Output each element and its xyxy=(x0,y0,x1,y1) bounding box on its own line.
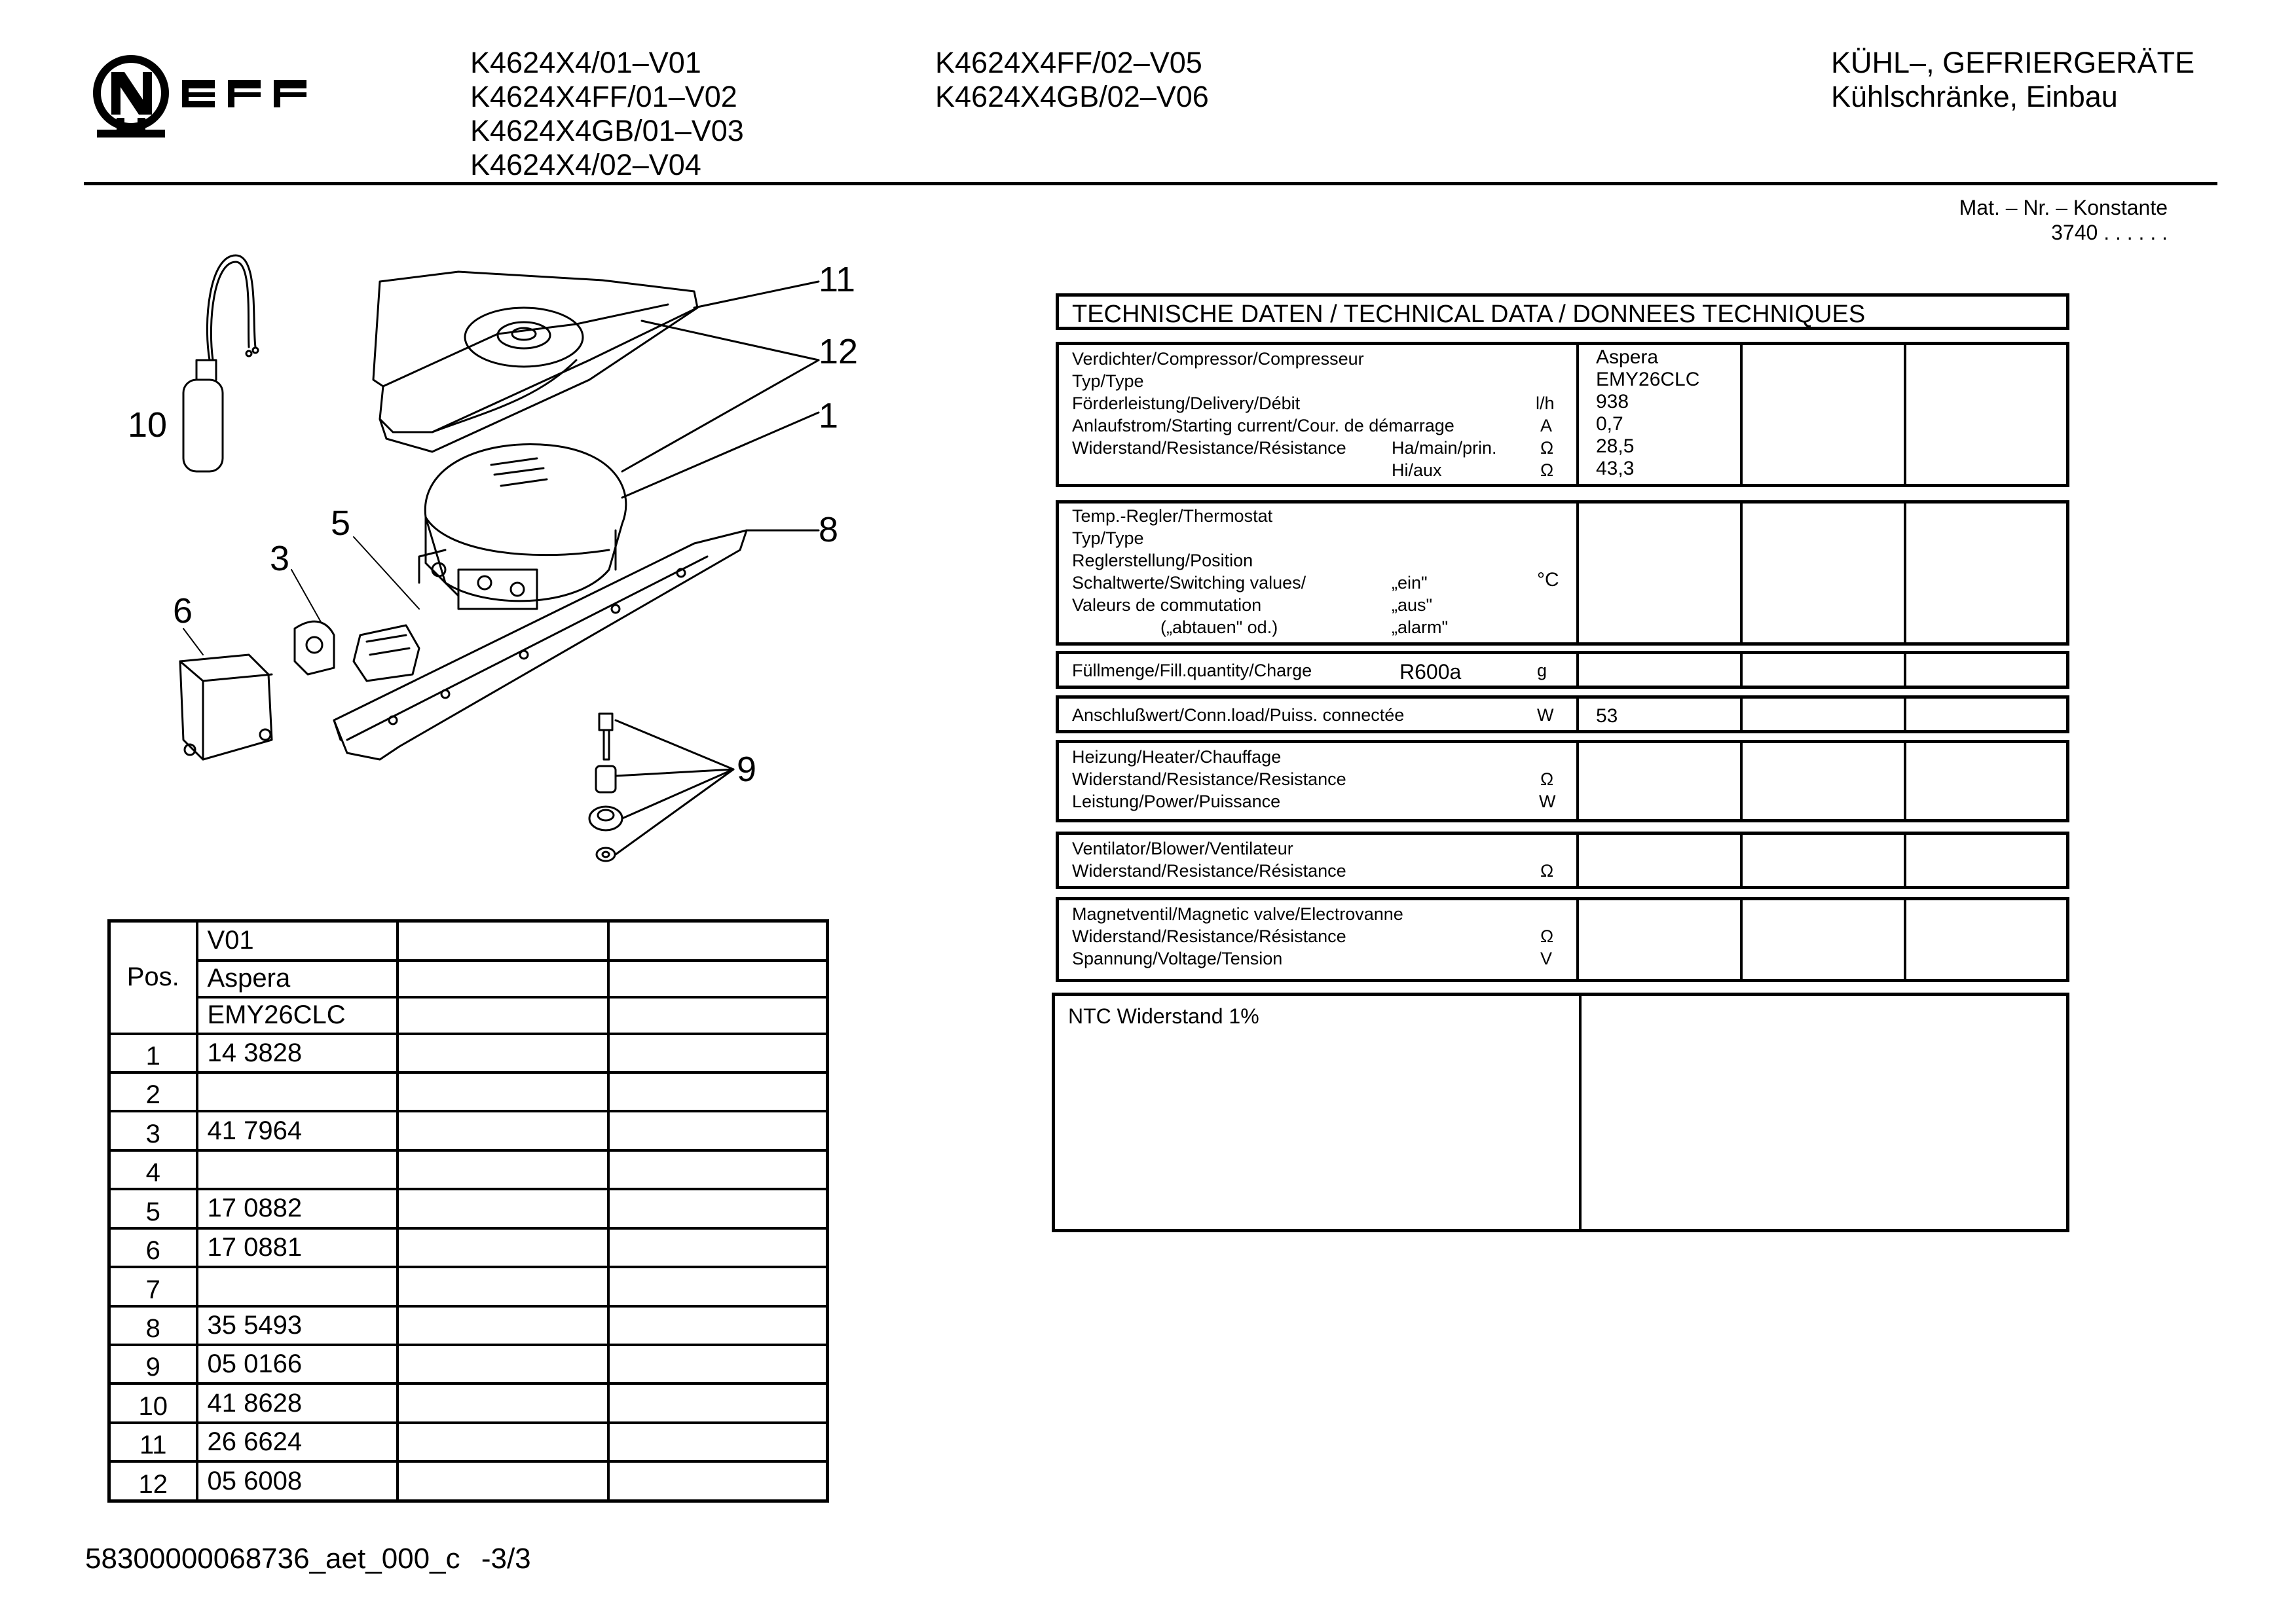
compressor-assembly-drawing xyxy=(118,242,878,871)
footer xyxy=(85,1543,531,1575)
table-row xyxy=(109,1267,828,1306)
part-cell: 17 0882 xyxy=(197,1189,398,1228)
model-line: K4624X4FF/02–V05 xyxy=(935,46,1202,79)
part-cell: 14 3828 xyxy=(197,1034,398,1072)
divider xyxy=(1579,996,1582,1229)
empty-cell xyxy=(608,1423,828,1461)
callout-11: 11 xyxy=(819,260,856,299)
ntc-label: NTC Widerstand 1% xyxy=(1068,1004,1259,1028)
model-line: K4624X4/01–V01 xyxy=(470,46,701,79)
pos-cell: 11 xyxy=(109,1423,197,1461)
valve-line: Widerstand/Resistance/Résistance xyxy=(1072,926,1346,946)
fill-block xyxy=(1056,651,2069,689)
table-row xyxy=(109,1461,828,1501)
thermostat-line: Valeurs de commutation xyxy=(1072,595,1262,615)
pos-cell: 4 xyxy=(109,1150,197,1189)
pos-cell: 12 xyxy=(109,1461,197,1501)
empty-cell xyxy=(608,1150,828,1189)
compressor-sub: Ha/main/prin. xyxy=(1392,438,1497,458)
callout-6: 6 xyxy=(173,591,193,631)
part-cell xyxy=(197,1072,398,1111)
compressor-line: Verdichter/Compressor/Compresseur xyxy=(1072,349,1364,369)
parts-table xyxy=(107,919,829,1503)
thermostat-sub: „ein" xyxy=(1392,573,1428,593)
empty-cell xyxy=(398,1228,608,1267)
table-row xyxy=(109,1383,828,1422)
empty-cell xyxy=(398,1345,608,1383)
header-type: EMY26CLC xyxy=(197,997,398,1034)
table-row xyxy=(109,1034,828,1072)
compressor-block xyxy=(1056,342,2069,487)
divider xyxy=(1904,654,1906,686)
thermostat-sub: „alarm" xyxy=(1392,617,1449,637)
compressor-sub: Hi/aux xyxy=(1392,460,1442,480)
models-column-2 xyxy=(935,46,1209,114)
callout-12: 12 xyxy=(819,332,859,371)
mat-value: 3740 . . . . . . xyxy=(2051,221,2168,244)
empty-cell xyxy=(608,1306,828,1345)
tech-title: TECHNISCHE DATEN / TECHNICAL DATA / DONNEES TECHNIQUES xyxy=(1072,301,1866,328)
callout-9: 9 xyxy=(737,750,757,789)
divider xyxy=(1740,654,1743,686)
thermostat-line: Typ/Type xyxy=(1072,528,1144,548)
divider xyxy=(1576,900,1579,979)
table-row xyxy=(109,1423,828,1461)
divider xyxy=(1576,699,1579,730)
part-cell xyxy=(197,1267,398,1306)
pos-cell: 7 xyxy=(109,1267,197,1306)
neff-logo xyxy=(90,52,365,144)
empty-cell xyxy=(398,1034,608,1072)
thermostat-unit: °C xyxy=(1537,569,1559,591)
pos-cell: 3 xyxy=(109,1111,197,1150)
blower-block xyxy=(1056,832,2069,889)
ntc-block xyxy=(1052,993,2069,1232)
blower-line: Ventilator/Blower/Ventilateur xyxy=(1072,839,1293,858)
heater-line: Widerstand/Resistance/Resistance xyxy=(1072,769,1346,789)
fill-label: Füllmenge/Fill.quantity/Charge xyxy=(1072,661,1312,680)
empty-cell xyxy=(608,1034,828,1072)
valve-unit: Ω xyxy=(1540,926,1554,946)
part-cell: 26 6624 xyxy=(197,1423,398,1461)
empty-cell xyxy=(608,1383,828,1422)
compressor-value: 43,3 xyxy=(1596,458,1635,479)
table-row xyxy=(109,1228,828,1267)
thermostat-line: Reglerstellung/Position xyxy=(1072,551,1253,570)
empty-cell xyxy=(608,1461,828,1501)
compressor-value: EMY26CLC xyxy=(1596,369,1700,390)
category-title xyxy=(1831,46,2194,114)
table-row xyxy=(109,1306,828,1345)
divider xyxy=(1740,835,1743,886)
heater-unit: W xyxy=(1539,792,1556,811)
empty-cell xyxy=(608,921,828,961)
thermostat-line: Schaltwerte/Switching values/ xyxy=(1072,573,1306,593)
header-rule xyxy=(84,182,2217,185)
blower-unit: Ω xyxy=(1540,861,1554,881)
part-cell: 05 6008 xyxy=(197,1461,398,1501)
part-cell: 17 0881 xyxy=(197,1228,398,1267)
thermostat-line: („abtauen" od.) xyxy=(1160,617,1278,637)
empty-cell xyxy=(398,1306,608,1345)
empty-cell xyxy=(608,961,828,997)
table-row xyxy=(109,1189,828,1228)
neff-logo-graphic xyxy=(90,52,365,144)
empty-cell xyxy=(398,1461,608,1501)
callout-10: 10 xyxy=(128,405,168,445)
divider xyxy=(1740,743,1743,819)
empty-cell xyxy=(608,1267,828,1306)
pos-cell: 8 xyxy=(109,1306,197,1345)
empty-cell xyxy=(398,1150,608,1189)
empty-cell xyxy=(608,997,828,1034)
connected-label: Anschlußwert/Conn.load/Puiss. connectée xyxy=(1072,705,1405,725)
valve-line: Magnetventil/Magnetic valve/Electrovanne xyxy=(1072,904,1403,924)
divider xyxy=(1904,900,1906,979)
part-cell: 41 8628 xyxy=(197,1383,398,1422)
header-maker: Aspera xyxy=(197,961,398,997)
category-line-1: KÜHL–, GEFRIERGERÄTE xyxy=(1831,46,2195,79)
empty-cell xyxy=(398,1383,608,1422)
empty-cell xyxy=(608,1189,828,1228)
mat-nr-block xyxy=(1959,195,2168,245)
divider xyxy=(1740,504,1743,642)
compressor-line: Anlaufstrom/Starting current/Cour. de démarrage xyxy=(1072,416,1454,435)
divider xyxy=(1576,345,1579,484)
empty-cell xyxy=(398,1267,608,1306)
heater-line: Heizung/Heater/Chauffage xyxy=(1072,747,1282,767)
table-row xyxy=(109,1345,828,1383)
connected-unit: W xyxy=(1537,705,1554,725)
exploded-diagram xyxy=(118,242,878,871)
divider xyxy=(1740,699,1743,730)
compressor-line: Typ/Type xyxy=(1072,371,1144,391)
callout-8: 8 xyxy=(819,510,839,549)
valve-unit: V xyxy=(1540,949,1553,968)
compressor-value: 0,7 xyxy=(1596,413,1623,435)
compressor-unit: Ω xyxy=(1540,438,1554,458)
part-cell: 41 7964 xyxy=(197,1111,398,1150)
pos-cell: 2 xyxy=(109,1072,197,1111)
heater-line: Leistung/Power/Puissance xyxy=(1072,792,1281,811)
divider xyxy=(1904,504,1906,642)
divider xyxy=(1904,699,1906,730)
thermostat-sub: „aus" xyxy=(1392,595,1433,615)
compressor-value: Aspera xyxy=(1596,346,1659,368)
callout-3: 3 xyxy=(270,539,290,578)
pos-cell: 1 xyxy=(109,1034,197,1072)
divider xyxy=(1904,345,1906,484)
empty-cell xyxy=(398,1189,608,1228)
divider xyxy=(1576,743,1579,819)
compressor-unit: l/h xyxy=(1536,394,1555,413)
page-number: -3/3 xyxy=(481,1543,531,1575)
divider xyxy=(1904,743,1906,819)
empty-cell xyxy=(398,1423,608,1461)
compressor-unit: Ω xyxy=(1540,460,1554,480)
fill-refrigerant: R600a xyxy=(1399,660,1462,684)
empty-cell xyxy=(398,1111,608,1150)
connected-load-block xyxy=(1056,695,2069,733)
empty-cell xyxy=(608,1345,828,1383)
compressor-line: Förderleistung/Delivery/Débit xyxy=(1072,394,1301,413)
valve-line: Spannung/Voltage/Tension xyxy=(1072,949,1283,968)
model-line: K4624X4FF/01–V02 xyxy=(470,80,737,113)
compressor-line: Widerstand/Resistance/Résistance xyxy=(1072,438,1346,458)
thermostat-line: Temp.-Regler/Thermostat xyxy=(1072,506,1273,526)
pos-cell: 9 xyxy=(109,1345,197,1383)
pos-cell: 10 xyxy=(109,1383,197,1422)
model-line: K4624X4GB/02–V06 xyxy=(935,80,1209,113)
pos-cell: 5 xyxy=(109,1189,197,1228)
fill-unit: g xyxy=(1537,661,1547,680)
callout-5: 5 xyxy=(331,504,351,543)
part-cell: 05 0166 xyxy=(197,1345,398,1383)
empty-cell xyxy=(608,1072,828,1111)
table-row xyxy=(109,1150,828,1189)
doc-id: 58300000068736_aet_000_c xyxy=(85,1543,460,1575)
connected-value: 53 xyxy=(1596,705,1618,727)
divider xyxy=(1576,835,1579,886)
model-line: K4624X4GB/01–V03 xyxy=(470,114,744,147)
callout-1: 1 xyxy=(819,396,839,435)
thermostat-block xyxy=(1056,500,2069,646)
part-cell: 35 5493 xyxy=(197,1306,398,1345)
empty-cell xyxy=(608,1228,828,1267)
header-version: V01 xyxy=(197,921,398,961)
compressor-unit: A xyxy=(1540,416,1553,435)
empty-cell xyxy=(398,997,608,1034)
table-row xyxy=(109,1111,828,1150)
heater-block xyxy=(1056,740,2069,822)
pos-cell: 6 xyxy=(109,1228,197,1267)
models-column-1 xyxy=(470,46,744,182)
divider xyxy=(1904,835,1906,886)
divider xyxy=(1576,654,1579,686)
compressor-value: 938 xyxy=(1596,391,1629,412)
table-row xyxy=(109,1072,828,1111)
divider xyxy=(1740,345,1743,484)
part-cell xyxy=(197,1150,398,1189)
empty-cell xyxy=(398,921,608,961)
empty-cell xyxy=(398,1072,608,1111)
compressor-value: 28,5 xyxy=(1596,435,1635,457)
heater-unit: Ω xyxy=(1540,769,1554,789)
category-line-2: Kühlschränke, Einbau xyxy=(1831,80,2118,113)
tech-title-box xyxy=(1056,293,2069,330)
mat-label: Mat. – Nr. – Konstante xyxy=(1959,196,2168,219)
divider xyxy=(1740,900,1743,979)
blower-line: Widerstand/Resistance/Résistance xyxy=(1072,861,1346,881)
empty-cell xyxy=(398,961,608,997)
divider xyxy=(1576,504,1579,642)
pos-header: Pos. xyxy=(109,921,197,1034)
valve-block xyxy=(1056,897,2069,982)
model-line: K4624X4/02–V04 xyxy=(470,148,701,181)
empty-cell xyxy=(608,1111,828,1150)
